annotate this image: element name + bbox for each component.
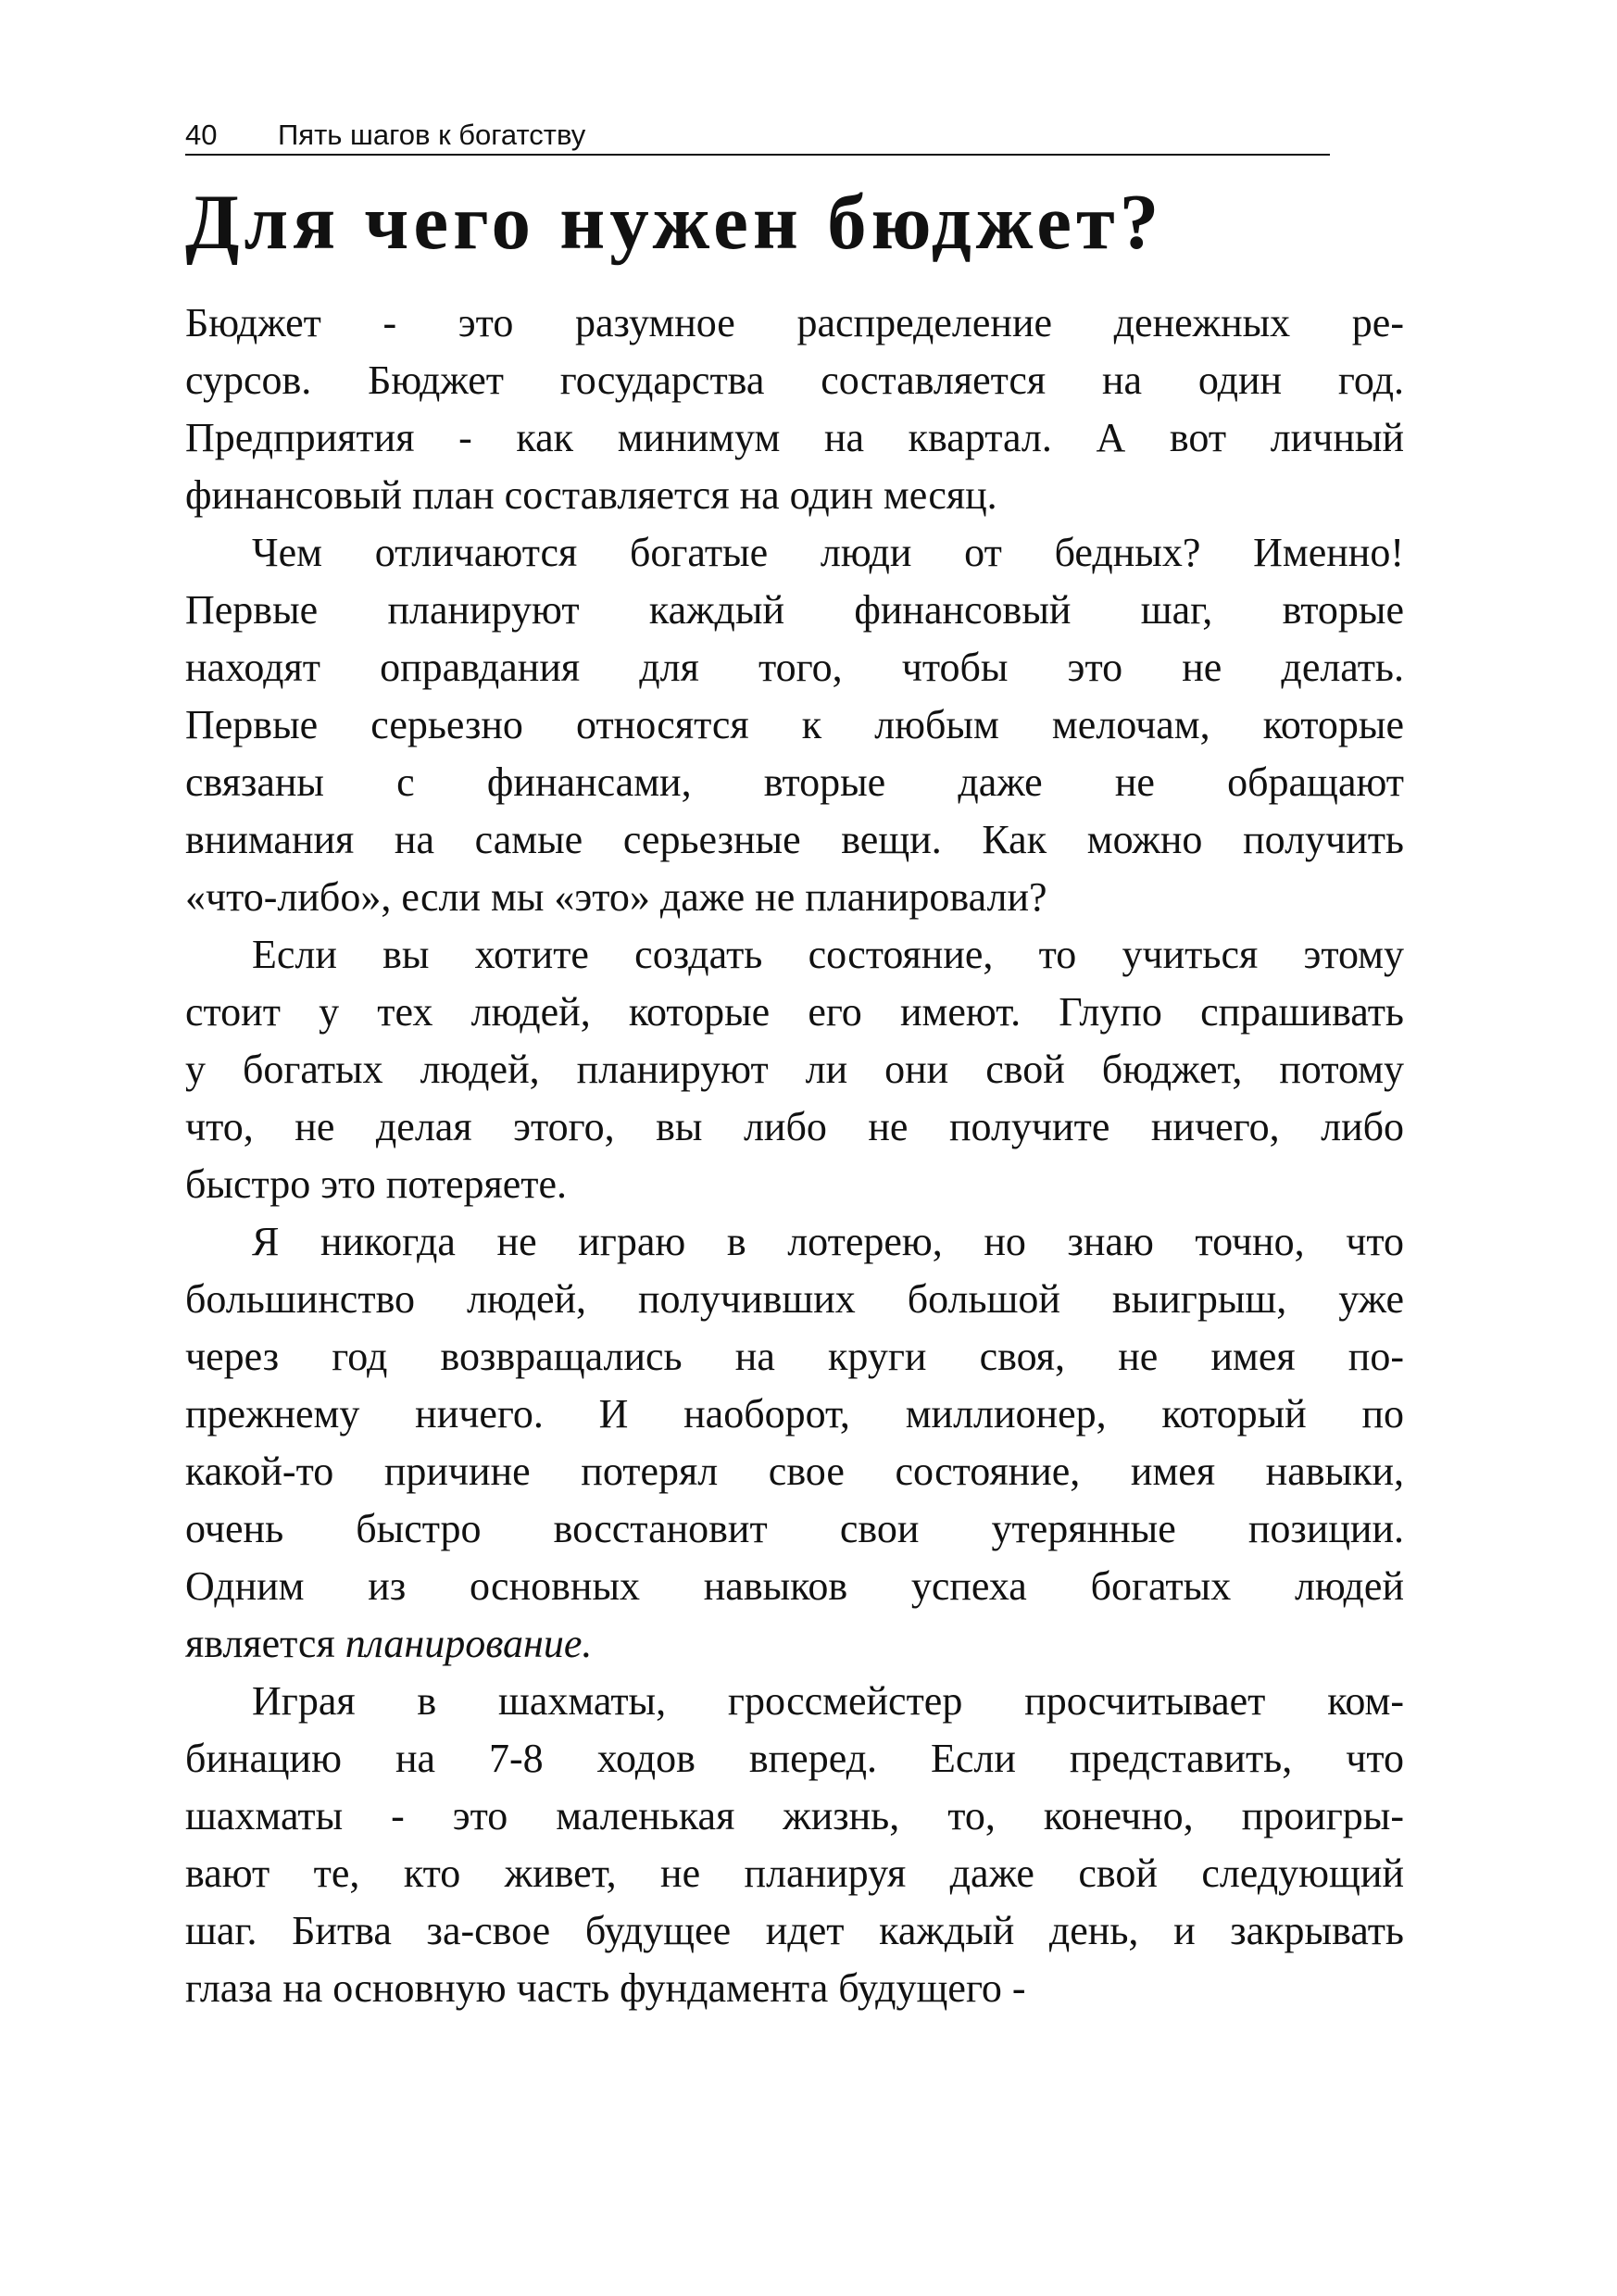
paragraph-2 bbox=[185, 524, 1404, 926]
text-line: Первые планируют каждый финансовый шаг, вторые bbox=[185, 587, 1404, 633]
running-header bbox=[185, 117, 1330, 156]
text-line: связаны с финансами, вторые даже не обращают bbox=[185, 759, 1404, 805]
section-title: Для чего нужен бюджет? bbox=[185, 179, 1164, 266]
text-line: у богатых людей, планируют ли они свой бюджет, потому bbox=[185, 1047, 1404, 1092]
text-line: Бюджет - это разумное распределение денежных ре- bbox=[185, 300, 1404, 345]
text-line: большинство людей, получивших большой выигрыш, уже bbox=[185, 1276, 1404, 1322]
text-line: быстро это потеряете. bbox=[185, 1161, 568, 1207]
text-line: стоит у тех людей, которые его имеют. Глупо спрашивать bbox=[185, 989, 1404, 1035]
paragraph-3 bbox=[185, 926, 1404, 1213]
text-line: Первые серьезно относятся к любым мелочам, которые bbox=[185, 702, 1404, 747]
paragraph-1 bbox=[185, 295, 1404, 524]
emphasized-term: планирование. bbox=[345, 1621, 593, 1666]
book-title: Пять шагов к богатству bbox=[278, 119, 586, 151]
text-fragment: является bbox=[185, 1621, 345, 1666]
text-line: Одним из основных навыков успеха богатых людей bbox=[185, 1563, 1404, 1609]
text-line: внимания на самые серьезные вещи. Как можно получить bbox=[185, 817, 1404, 862]
text-line: вают те, кто живет, не планируя даже свой следующий bbox=[185, 1851, 1404, 1896]
text-line: шахматы - это маленькая жизнь, то, конечно, проигры- bbox=[185, 1793, 1404, 1838]
text-line: Чем отличаются богатые люди от бедных? Именно! bbox=[252, 530, 1404, 575]
text-line: Я никогда не играю в лотерею, но знаю точно, что bbox=[252, 1219, 1404, 1264]
text-line: очень быстро восстановит свои утерянные позиции. bbox=[185, 1506, 1404, 1551]
text-line: бинацию на 7-8 ходов вперед. Если представить, что bbox=[185, 1736, 1404, 1781]
paragraph-4 bbox=[185, 1213, 1404, 1673]
text-line: Если вы хотите создать состояние, то учиться этому bbox=[252, 932, 1404, 977]
text-line: сурсов. Бюджет государства составляется на один год. bbox=[185, 358, 1404, 403]
text-line: Предприятия - как минимум на квартал. А вот личный bbox=[185, 415, 1404, 460]
text-line: «что-либо», если мы «это» даже не планировали? bbox=[185, 874, 1047, 920]
page-number: 40 bbox=[185, 119, 218, 151]
text-line: прежнему ничего. И наоборот, миллионер, который по bbox=[185, 1391, 1404, 1437]
text-line: Играя в шахматы, гроссмейстер просчитывает ком- bbox=[252, 1678, 1404, 1724]
text-line: шаг. Битва за-свое будущее идет каждый день, и закрывать bbox=[185, 1908, 1404, 1953]
body-text bbox=[185, 295, 1404, 2017]
text-line: какой-то причине потерял свое состояние, имея навыки, bbox=[185, 1449, 1404, 1494]
text-line: финансовый план составляется на один месяц. bbox=[185, 472, 997, 518]
text-line: глаза на основную часть фундамента будущего - bbox=[185, 1965, 1026, 2011]
text-line: что, не делая этого, вы либо не получите ничего, либо bbox=[185, 1104, 1404, 1149]
text-line bbox=[185, 1615, 1404, 1673]
text-line: находят оправдания для того, чтобы это не делать. bbox=[185, 645, 1404, 690]
text-line: через год возвращались на круги своя, не имея по- bbox=[185, 1334, 1404, 1379]
paragraph-5 bbox=[185, 1673, 1404, 2017]
